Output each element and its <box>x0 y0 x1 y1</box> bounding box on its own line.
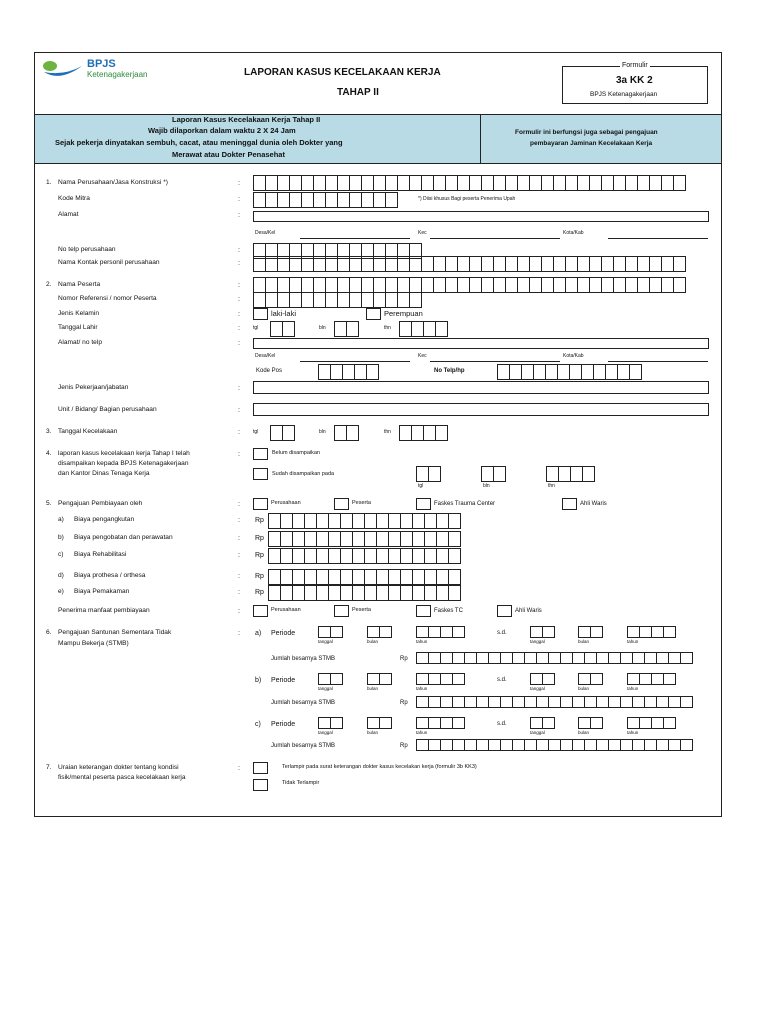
char-box[interactable] <box>590 717 603 729</box>
beneficiary-company-checkbox[interactable] <box>253 605 268 617</box>
beneficiary-faskes-checkbox[interactable] <box>416 605 431 617</box>
cost-key: a) <box>58 516 64 523</box>
period-c-end-year[interactable] <box>627 717 675 729</box>
thn-label: thn <box>384 429 391 435</box>
beneficiary-faskes-label: Faskes TC <box>434 608 463 614</box>
char-box[interactable] <box>448 513 461 529</box>
contact-person-label: Nama Kontak personil perusahaan <box>58 259 160 266</box>
sd-label: s.d. <box>497 630 507 636</box>
gender-male-checkbox[interactable] <box>253 308 268 320</box>
gender-female-checkbox[interactable] <box>366 308 381 320</box>
submitted-day-input[interactable] <box>416 466 440 482</box>
stmb-c-amount-input[interactable] <box>416 739 692 751</box>
job-label: Jenis Pekerjaan/jabatan <box>58 384 129 391</box>
rp-label: Rp <box>255 517 264 524</box>
char-box[interactable] <box>448 548 461 564</box>
tanggal-label: tanggal <box>318 639 333 644</box>
bulan-label: bulan <box>367 639 379 644</box>
s6-line-1: Pengajuan Santunan Sementara Tidak <box>58 629 172 636</box>
kode-mitra-note: *) Diisi khusus Bagi peserta Penerima Upah <box>418 196 516 202</box>
stmb-amount-label: Jumlah besarnya STMB <box>271 700 336 706</box>
phone-label: No Telp/hp <box>434 368 465 374</box>
char-box[interactable] <box>409 292 422 308</box>
banner-right <box>481 114 721 164</box>
rp-label: Rp <box>400 743 408 749</box>
period-b-end-month[interactable] <box>578 673 602 685</box>
form-org: BPJS Ketenagakerjaan <box>590 91 658 98</box>
colon: : <box>238 340 240 347</box>
colon: : <box>238 311 240 318</box>
kec-label: Kec <box>418 230 427 236</box>
stmb-b-amount-input[interactable] <box>416 696 692 708</box>
colon: : <box>238 385 240 392</box>
char-box[interactable] <box>673 256 686 272</box>
company-name-input[interactable] <box>253 175 685 191</box>
char-box[interactable] <box>435 425 448 441</box>
colon: : <box>238 196 240 203</box>
char-box[interactable] <box>366 364 379 380</box>
doctor-note-not-attached-label: Tidak Terlampir <box>282 780 320 786</box>
period-a-start-day[interactable] <box>318 626 342 638</box>
s6-line-2: Mampu Bekerja (STMB) <box>58 640 129 647</box>
char-box[interactable] <box>452 626 465 638</box>
char-box[interactable] <box>448 585 461 601</box>
char-box[interactable] <box>346 425 359 441</box>
cost-prosthesis-input[interactable] <box>268 569 460 585</box>
beneficiary-label: Penerima manfaat pembiayaan <box>58 607 150 614</box>
char-box[interactable] <box>379 717 392 729</box>
stmb-amount-label: Jumlah besarnya STMB <box>271 656 336 662</box>
tahun-label: tahun <box>416 639 428 644</box>
thn-label: thn <box>384 325 391 331</box>
rp-label: Rp <box>255 573 264 580</box>
noref-input[interactable] <box>253 292 421 308</box>
kode-mitra-label: Kode Mitra <box>58 195 90 202</box>
colon: : <box>238 407 240 414</box>
desa-label: Desa/Kel <box>255 353 276 359</box>
birthdate-label: Tanggal Lahir <box>58 324 98 331</box>
cost-label: Biaya Pemakaman <box>74 588 130 595</box>
bln-label: bln <box>483 483 490 489</box>
char-box[interactable] <box>680 739 693 751</box>
form-code: 3a KK 2 <box>616 75 653 86</box>
company-address-input[interactable] <box>253 211 709 222</box>
kota-label: Kota/Kab <box>563 230 584 236</box>
stmb-amount-label: Jumlah besarnya STMB <box>271 743 336 749</box>
accident-month-input[interactable] <box>334 425 358 441</box>
bln-label: bln <box>319 429 326 435</box>
kode-mitra-input[interactable] <box>253 192 397 208</box>
birth-day-input[interactable] <box>270 321 294 337</box>
bln-label: bln <box>319 325 326 331</box>
s4-line-2: disampaikan kepada BPJS Ketenagakerjaan <box>58 460 189 467</box>
period-a-start-year[interactable] <box>416 626 464 638</box>
colon: : <box>238 212 240 219</box>
telp-company-label: No telp perusahaan <box>58 246 116 253</box>
colon: : <box>238 180 240 187</box>
funding-heirs-checkbox[interactable] <box>562 498 577 510</box>
kota-label: Kota/Kab <box>563 353 584 359</box>
char-box[interactable] <box>542 673 555 685</box>
accident-year-input[interactable] <box>399 425 447 441</box>
logo-subtitle: Ketenagakerjaan <box>87 70 148 79</box>
rp-label: Rp <box>400 656 408 662</box>
char-box[interactable] <box>673 277 686 293</box>
cost-label: Biaya Rehabilitasi <box>74 551 127 558</box>
gender-label: Jenis Kelamin <box>58 310 100 317</box>
char-box[interactable] <box>590 673 603 685</box>
beneficiary-heirs-checkbox[interactable] <box>497 605 512 617</box>
bulan-label: bulan <box>578 686 590 691</box>
cost-label: Biaya pengangkutan <box>74 516 135 523</box>
char-box[interactable] <box>379 673 392 685</box>
funding-participant-checkbox[interactable] <box>334 498 349 510</box>
period-b-start-day[interactable] <box>318 673 342 685</box>
colon: : <box>238 260 240 267</box>
noref-label: Nomor Referensi / nomor Peserta <box>58 295 157 302</box>
char-box[interactable] <box>385 192 398 208</box>
period-a-end-year[interactable] <box>627 626 675 638</box>
char-box[interactable] <box>542 626 555 638</box>
char-box[interactable] <box>346 321 359 337</box>
cost-key: c) <box>58 551 64 558</box>
bulan-label: bulan <box>578 639 590 644</box>
form-subtitle: TAHAP II <box>337 87 379 98</box>
char-box[interactable] <box>452 673 465 685</box>
kota-line[interactable] <box>608 238 708 239</box>
job-input[interactable] <box>253 381 709 394</box>
period-c-start-month[interactable] <box>367 717 391 729</box>
char-box[interactable] <box>663 626 676 638</box>
not-submitted-label: Belum disampaikan <box>272 450 320 456</box>
thn-label: thn <box>548 483 555 489</box>
accident-date-label: Tanggal Kecelakaan <box>58 428 118 435</box>
period-b-end-year[interactable] <box>627 673 675 685</box>
tgl-label: tgl <box>253 429 259 435</box>
birth-month-input[interactable] <box>334 321 358 337</box>
char-box[interactable] <box>663 673 676 685</box>
colon: : <box>238 247 240 254</box>
char-box[interactable] <box>452 717 465 729</box>
colon: : <box>238 517 240 524</box>
stmb-a-amount-input[interactable] <box>416 652 692 664</box>
form-title: LAPORAN KASUS KECELAKAAN KERJA <box>244 67 441 78</box>
submitted-checkbox[interactable] <box>253 468 268 480</box>
beneficiary-participant-checkbox[interactable] <box>334 605 349 617</box>
tanggal-label: tanggal <box>318 686 333 691</box>
cost-key: d) <box>58 572 64 579</box>
char-box[interactable] <box>493 466 506 482</box>
period-label: Periode <box>271 721 296 728</box>
s5-num: 5. <box>46 500 52 507</box>
rp-label: Rp <box>255 589 264 596</box>
period-c-end-day[interactable] <box>530 717 554 729</box>
funding-trauma-center-label: Faskes Trauma Center <box>434 501 496 507</box>
period-a-start-month[interactable] <box>367 626 391 638</box>
unit-input[interactable] <box>253 403 709 416</box>
period-label: Periode <box>271 677 296 684</box>
colon: : <box>238 325 240 332</box>
period-b-start-month[interactable] <box>367 673 391 685</box>
tgl-label: tgl <box>418 483 424 489</box>
char-box[interactable] <box>330 673 343 685</box>
s7-line-1: Uraian keterangan dokter tentang kondisi <box>58 764 179 771</box>
doctor-note-not-attached-checkbox[interactable] <box>253 779 268 791</box>
contact-person-input[interactable] <box>253 256 685 272</box>
s4-line-1: laporan kasus kecelakaan kerja Tahap I telah <box>58 450 190 457</box>
cost-label: Biaya prothesa / orthesa <box>74 572 146 579</box>
cost-label: Biaya pengobatan dan perawatan <box>74 534 173 541</box>
char-box[interactable] <box>448 569 461 585</box>
banner-line-3: Sejak pekerja dinyatakan sembuh, cacat, atau meninggal dunia oleh Dokter yang <box>55 138 343 147</box>
period-key: a) <box>255 630 262 637</box>
char-box[interactable] <box>435 321 448 337</box>
kec-label: Kec <box>418 353 427 359</box>
s6-num: 6. <box>46 629 52 636</box>
s1-num: 1. <box>46 179 52 186</box>
banner-line-1: Laporan Kasus Kecelakaan Kerja Tahap II <box>172 115 321 124</box>
tahun-label: tahun <box>416 730 428 735</box>
colon: : <box>238 429 240 436</box>
tanggal-label: tanggal <box>530 730 545 735</box>
s1-company-label: Nama Perusahaan/Jasa Konstruksi *) <box>58 179 168 186</box>
char-box[interactable] <box>428 466 441 482</box>
desa-line[interactable] <box>300 238 410 239</box>
colon: : <box>238 296 240 303</box>
cost-key: e) <box>58 588 64 595</box>
bulan-label: bulan <box>367 730 379 735</box>
char-box[interactable] <box>629 364 642 380</box>
cost-funeral-input[interactable] <box>268 585 460 601</box>
participant-address-label: Alamat/ no telp <box>58 339 102 346</box>
tanggal-label: tanggal <box>530 686 545 691</box>
tanggal-label: tanggal <box>318 730 333 735</box>
s4-num: 4. <box>46 450 52 457</box>
submitted-month-input[interactable] <box>481 466 505 482</box>
desa-line[interactable] <box>300 361 410 362</box>
funding-trauma-center-checkbox[interactable] <box>416 498 431 510</box>
colon: : <box>238 552 240 559</box>
gender-male-label: laki-laki <box>271 309 297 318</box>
bulan-label: bulan <box>578 730 590 735</box>
colon: : <box>238 451 240 458</box>
tanggal-label: tanggal <box>530 639 545 644</box>
period-label: Periode <box>271 630 296 637</box>
cost-key: b) <box>58 534 64 541</box>
rp-label: Rp <box>255 552 264 559</box>
char-box[interactable] <box>330 717 343 729</box>
postal-code-label: Kode Pos <box>256 368 283 374</box>
s3-num: 3. <box>46 428 52 435</box>
sd-label: s.d. <box>497 721 507 727</box>
rp-label: Rp <box>255 535 264 542</box>
char-box[interactable] <box>379 626 392 638</box>
not-submitted-checkbox[interactable] <box>253 448 268 460</box>
colon: : <box>238 535 240 542</box>
participant-address-input[interactable] <box>253 338 709 349</box>
char-box[interactable] <box>330 626 343 638</box>
beneficiary-company-label: Perusahaan <box>271 607 301 613</box>
tahun-label: tahun <box>627 730 639 735</box>
char-box[interactable] <box>282 321 295 337</box>
beneficiary-heirs-label: Ahli Waris <box>515 608 542 614</box>
period-c-start-day[interactable] <box>318 717 342 729</box>
char-box[interactable] <box>282 425 295 441</box>
char-box[interactable] <box>680 652 693 664</box>
kec-line[interactable] <box>430 361 560 362</box>
banner-right-line-2: pembayaran Jaminan Kecelakaan Kerja <box>530 140 653 147</box>
rp-label: Rp <box>400 700 408 706</box>
participant-name-input[interactable] <box>253 277 685 293</box>
s7-num: 7. <box>46 764 52 771</box>
kota-line[interactable] <box>608 361 708 362</box>
s2-num: 2. <box>46 281 52 288</box>
participant-name-label: Nama Peserta <box>58 281 101 288</box>
period-a-end-month[interactable] <box>578 626 602 638</box>
char-box[interactable] <box>590 626 603 638</box>
tahun-label: tahun <box>416 686 428 691</box>
banner-line-4: Merawat atau Dokter Penasehat <box>172 150 285 159</box>
doctor-note-attached-label: Terlampir pada surat keterangan dokter kasus kecelakan kerja (formulir 3b KK3) <box>282 764 477 770</box>
cost-rehab-input[interactable] <box>268 548 460 564</box>
kec-line[interactable] <box>430 238 560 239</box>
colon: : <box>238 630 240 637</box>
logo-name: BPJS <box>87 58 116 70</box>
char-box[interactable] <box>673 175 686 191</box>
alamat-label: Alamat <box>58 211 79 218</box>
tahun-label: tahun <box>627 686 639 691</box>
colon: : <box>238 608 240 615</box>
tgl-label: tgl <box>253 325 259 331</box>
char-box[interactable] <box>663 717 676 729</box>
char-box[interactable] <box>680 696 693 708</box>
tahun-label: tahun <box>627 639 639 644</box>
doctor-note-attached-checkbox[interactable] <box>253 762 268 774</box>
funding-company-label: Perusahaan <box>271 500 301 506</box>
colon: : <box>238 765 240 772</box>
beneficiary-participant-label: Peserta <box>352 607 371 613</box>
period-c-end-month[interactable] <box>578 717 602 729</box>
s4-line-3: dan Kantor Dinas Tenaga Kerja <box>58 470 150 477</box>
period-a-end-day[interactable] <box>530 626 554 638</box>
char-box[interactable] <box>582 466 595 482</box>
period-key: b) <box>255 677 262 684</box>
funding-label: Pengajuan Pembiayaan oleh <box>58 500 143 507</box>
desa-label: Desa/Kel <box>255 230 276 236</box>
form-label: Formulir <box>622 62 648 69</box>
s7-line-2: fisik/mental peserta pasca kecelakaan kerja <box>58 774 186 781</box>
bulan-label: bulan <box>367 686 379 691</box>
submitted-label: Sudah disampaikan pada <box>272 471 335 477</box>
cost-treatment-input[interactable] <box>268 531 460 547</box>
postal-code-input[interactable] <box>318 364 378 380</box>
period-b-end-day[interactable] <box>530 673 554 685</box>
funding-heirs-label: Ahli Waris <box>580 501 607 507</box>
colon: : <box>238 282 240 289</box>
unit-label: Unit / Bidang/ Bagian perusahaan <box>58 406 157 413</box>
submitted-year-input[interactable] <box>546 466 594 482</box>
birth-year-input[interactable] <box>399 321 447 337</box>
funding-company-checkbox[interactable] <box>253 498 268 510</box>
banner-right-line-1: Formulir ini berfungsi juga sebagai pengajuan <box>515 129 658 136</box>
phone-input[interactable] <box>497 364 641 380</box>
period-key: c) <box>255 721 261 728</box>
colon: : <box>238 501 240 508</box>
period-c-start-year[interactable] <box>416 717 464 729</box>
funding-participant-label: Peserta <box>352 500 371 506</box>
gender-female-label: Perempuan <box>384 309 423 318</box>
cost-transport-input[interactable] <box>268 513 460 529</box>
banner-line-2: Wajib dilaporkan dalam waktu 2 X 24 Jam <box>148 126 296 135</box>
colon: : <box>238 573 240 580</box>
accident-day-input[interactable] <box>270 425 294 441</box>
colon: : <box>238 589 240 596</box>
char-box[interactable] <box>542 717 555 729</box>
char-box[interactable] <box>448 531 461 547</box>
sd-label: s.d. <box>497 677 507 683</box>
period-b-start-year[interactable] <box>416 673 464 685</box>
